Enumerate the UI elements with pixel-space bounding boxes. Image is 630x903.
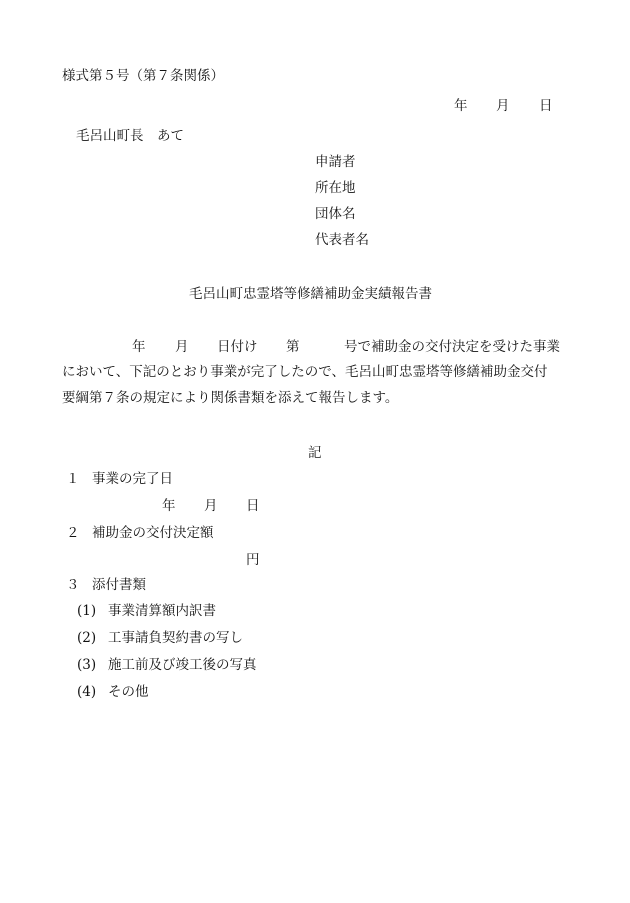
item-1-day: 日 (246, 498, 260, 514)
body-line-3: 要綱第７条の規定により関係書類を添えて報告します。 (62, 390, 399, 406)
applicant-label: 申請者 (315, 154, 356, 170)
header-date-year: 年 (454, 98, 468, 114)
attachment-label: 事業清算額内訳書 (108, 603, 216, 619)
item-2-label: 補助金の交付決定額 (92, 525, 214, 541)
applicant-rep-label: 代表者名 (315, 232, 369, 248)
body-year: 年 (132, 339, 146, 355)
body-month: 月 (175, 339, 189, 355)
document-title: 毛呂山町忠霊塔等修繕補助金実績報告書 (189, 286, 432, 302)
body-number-prefix: 第 (286, 339, 300, 355)
item-1-number: １ (66, 471, 80, 487)
item-3-number: ３ (66, 577, 80, 593)
item-3-label: 添付書類 (92, 577, 146, 593)
attachment-label: 工事請負契約書の写し (108, 630, 243, 646)
attachment-number: (3) (77, 657, 97, 673)
item-1-label: 事業の完了日 (92, 471, 173, 487)
item-2-number: ２ (66, 525, 80, 541)
body-line1-rest: 号で補助金の交付決定を受けた事業 (344, 339, 560, 355)
applicant-address-label: 所在地 (315, 180, 356, 196)
attachment-number: (4) (77, 684, 97, 700)
item-1-year: 年 (162, 498, 176, 514)
body-dated: 日付け (217, 339, 258, 355)
attachment-number: (2) (77, 630, 97, 646)
header-date-day: 日 (539, 98, 553, 114)
attachment-label: その他 (108, 684, 149, 700)
attachment-label: 施工前及び竣工後の写真 (108, 657, 257, 673)
applicant-org-label: 団体名 (315, 206, 356, 222)
item-1-month: 月 (204, 498, 218, 514)
addressee: 毛呂山町長 あて (76, 128, 184, 144)
form-number: 様式第５号（第７条関係） (62, 68, 224, 84)
attachment-number: (1) (77, 603, 97, 619)
item-2-yen: 円 (246, 552, 260, 568)
body-line-2: において、下記のとおり事業が完了したので、毛呂山町忠霊塔等修繕補助金交付 (62, 364, 548, 380)
ki-heading: 記 (308, 445, 322, 461)
header-date-month: 月 (496, 98, 510, 114)
